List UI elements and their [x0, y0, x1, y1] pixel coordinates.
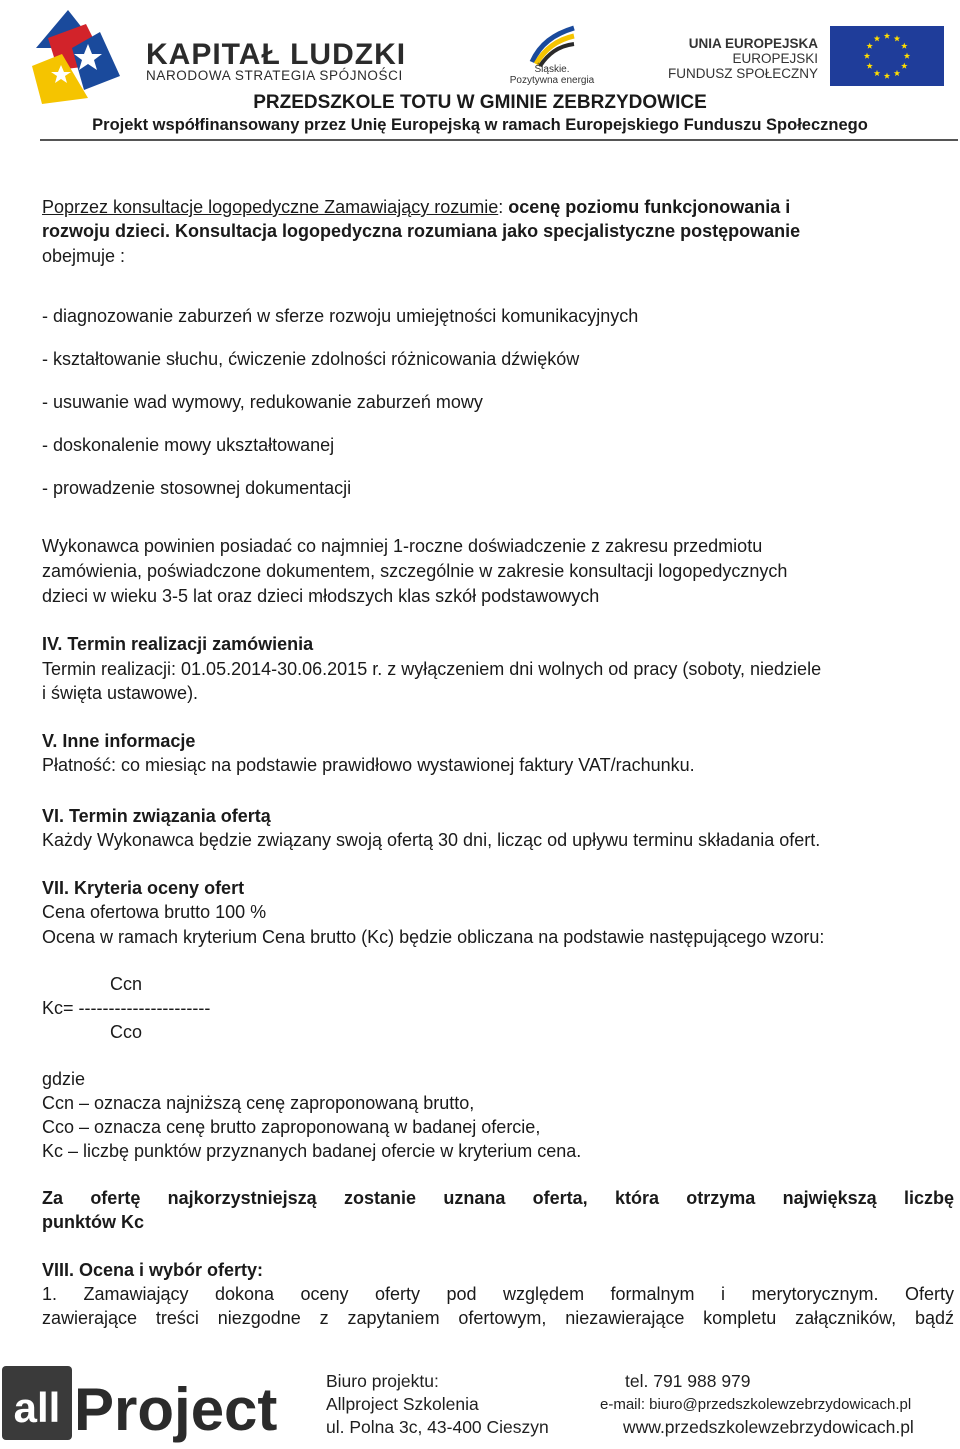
section-7-line: Ocena w ramach kryterium Cena brutto (Kc) będzie obliczana na podstawie następującego wzoru:: [42, 927, 825, 947]
where-label: gdzie: [42, 1069, 86, 1089]
header-divider: [40, 139, 958, 141]
section-4-line: i święta ustawowe).: [42, 683, 199, 703]
definition-line: Ccn – oznacza najniższą cenę zaproponowaną brutto,: [42, 1093, 475, 1113]
eu-line-1: UNIA EUROPEJSKA: [688, 36, 818, 51]
slaskie-slogan: Pozytywna energia: [509, 75, 595, 86]
slaskie-name: Śląskie.: [534, 64, 570, 75]
kapital-ludzki-title: KAPITAŁ LUDZKI: [146, 38, 407, 71]
section-7-heading: VII. Kryteria oceny ofert: [42, 878, 245, 898]
eu-text: [640, 36, 818, 81]
contractor-line: zamówienia, poświadczone dokumentem, szczególnie w zakresie konsultacji logopedycznych: [42, 561, 788, 581]
eu-line-2: EUROPEJSKI: [732, 51, 818, 66]
section-7-line: Cena ofertowa brutto 100 %: [42, 902, 267, 922]
company-name: Allproject Szkolenia: [326, 1394, 479, 1414]
company-address: ul. Polna 3c, 43-400 Cieszyn: [326, 1417, 549, 1437]
office-label: Biuro projektu:: [326, 1371, 439, 1391]
formula-denominator: Cco: [110, 1022, 143, 1042]
section-8-line: 1. Zamawiający dokona oceny oferty pod względem formalnym i merytorycznym. Oferty: [42, 1284, 954, 1304]
allproject-logo-icon: [0, 1360, 280, 1444]
section-8-heading: VIII. Ocena i wybór oferty:: [42, 1260, 264, 1280]
svg-text:all: all: [13, 1384, 61, 1431]
document-header-subtitle: Projekt współfinansowany przez Unię Europejską w ramach Europejskiego Funduszu Społecznego: [92, 116, 868, 134]
scope-item: - doskonalenie mowy ukształtowanej: [42, 435, 335, 455]
best-offer-line: punktów Kc: [42, 1212, 144, 1232]
intro-colon: :: [498, 197, 504, 217]
allproject-logo: [0, 1360, 280, 1444]
document-header: [0, 0, 960, 140]
phone-number: tel. 791 988 979: [625, 1371, 751, 1391]
section-6-line: Każdy Wykonawca będzie związany swoją ofertą 30 dni, licząc od upływu terminu składania ofert.: [42, 830, 821, 850]
formula-lhs: Kc= ----------------------: [42, 998, 211, 1018]
section-5-heading: V. Inne informacje: [42, 731, 196, 751]
section-6-heading: VI. Termin związania ofertą: [42, 806, 271, 826]
contractor-line: Wykonawca powinien posiadać co najmniej 1-roczne doświadczenie z zakresu przedmiotu: [42, 536, 763, 556]
definition-line: Cco – oznacza cenę brutto zaproponowaną w badanej ofercie,: [42, 1117, 541, 1137]
section-4-heading: IV. Termin realizacji zamówienia: [42, 634, 314, 654]
scope-item: - prowadzenie stosownej dokumentacji: [42, 478, 352, 498]
scope-item: - usuwanie wad wymowy, redukowanie zaburzeń mowy: [42, 392, 483, 412]
definition-line: Kc – liczbę punktów przyznanych badanej ofercie w kryterium cena.: [42, 1141, 582, 1161]
section-4-line: Termin realizacji: 01.05.2014-30.06.2015 r. z wyłączeniem dni wolnych od pracy (soboty, niedziele: [42, 659, 822, 679]
best-offer-line: Za ofertę najkorzystniejszą zostanie uznana oferta, która otrzyma największą liczbę: [42, 1188, 954, 1208]
intro-underlined: Poprzez konsultacje logopedyczne Zamawiający rozumie: [42, 197, 499, 217]
formula-numerator: Ccn: [110, 974, 143, 994]
eu-line-3: FUNDUSZ SPOŁECZNY: [667, 66, 818, 81]
intro-line-1: [42, 195, 790, 219]
email-address: e-mail: biuro@przedszkolewzebrzydowicach.pl: [600, 1396, 912, 1413]
section-8-line: zawierające treści niezgodne z zapytaniem ofertowym, niezawierające kompletu załączników, bądź: [42, 1308, 954, 1328]
scope-item: - kształtowanie słuchu, ćwiczenie zdolności różnicowania dźwięków: [42, 349, 580, 369]
slaskie-logo-icon: [528, 22, 578, 68]
document-header-title: PRZEDSZKOLE TOTU W GMINIE ZEBRZYDOWICE: [253, 92, 707, 113]
contractor-line: dzieci w wieku 3-5 lat oraz dzieci młodszych klas szkół podstawowych: [42, 586, 600, 606]
eu-flag-icon: [830, 26, 944, 86]
intro-bold: ocenę poziomu funkcjonowania i: [503, 197, 791, 217]
scope-item: - diagnozowanie zaburzeń w sferze rozwoju umiejętności komunikacyjnych: [42, 306, 639, 326]
intro-line-3: obejmuje :: [42, 246, 126, 266]
website-link: www.przedszkolewzebrzydowicach.pl: [623, 1417, 914, 1437]
svg-text:Project: Project: [74, 1376, 278, 1443]
kapital-ludzki-subtitle: NARODOWA STRATEGIA SPÓJNOŚCI: [146, 68, 403, 83]
section-5-line: Płatność: co miesiąc na podstawie prawidłowo wystawionej faktury VAT/rachunku.: [42, 755, 695, 775]
intro-line-2: rozwoju dzieci. Konsultacja logopedyczna rozumiana jako specjalistyczne postępowanie: [42, 221, 801, 241]
